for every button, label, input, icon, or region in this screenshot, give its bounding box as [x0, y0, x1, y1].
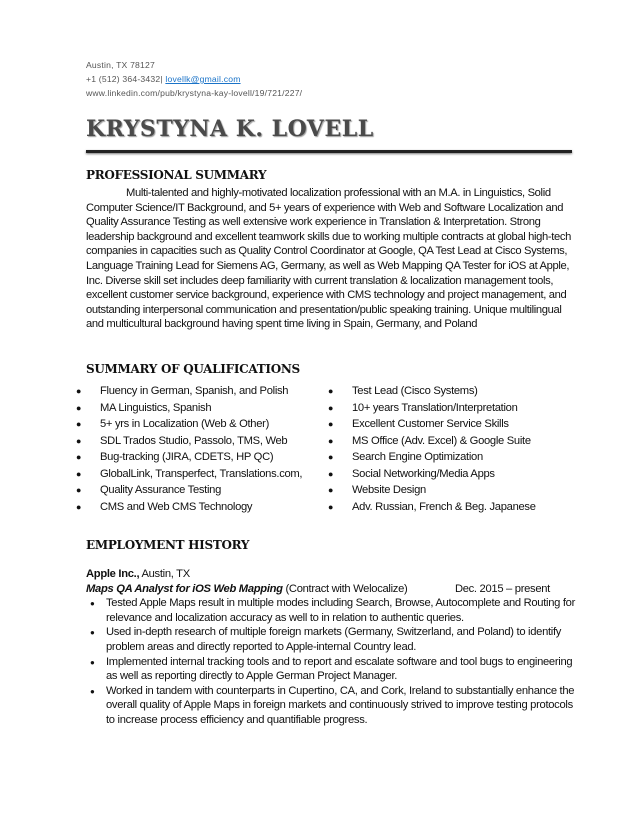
phone: +1 (512) 364-3432|	[86, 74, 163, 84]
list-item: ● Test Lead (Cisco Systems)	[328, 383, 536, 400]
list-item: ● SDL Trados Studio, Passolo, TMS, Web	[76, 433, 302, 450]
job-title: Maps QA Analyst for iOS Web Mapping	[86, 582, 283, 595]
address: Austin, TX 78127	[86, 60, 155, 70]
list-item: ● 5+ yrs in Localization (Web & Other)	[76, 416, 302, 433]
linkedin-url: www.linkedin.com/pub/krystyna-kay-lovell/19/721/227/	[86, 88, 303, 98]
role-title-group	[86, 582, 407, 597]
professional-summary-text: Multi-talented and highly-motivated localization professional with an M.A. in Linguistics, Solid Computer Science/IT Background, and 5+ years of experience with Web and Software Localization and Quality Assurance Testing as well extensive work experience in Translation & Interpretation. Strong leadership background and excellent teamwork skills due to working multiple contracts at global high-tech companies in capacities such as Quality Control Coordinator at Google, QA Test Lead at Cisco Systems, Language Training Lead for Siemens AG, Germany, as well as Web Mapping QA Tester for iOS at Apple, Inc. Diverse skill set includes deep familiarity with current translation & localization management tools, excellent customer service background, experience with CMS technology and project management, and outstanding interpersonal communication and presentation/public speaking training. Unique multilingual and multicultural background having spent time living in Spain, Germany, and Poland	[86, 187, 571, 331]
qualifications-list-right	[328, 383, 536, 515]
list-item: ● Social Networking/Media Apps	[328, 466, 536, 483]
contact-block	[86, 58, 302, 100]
list-item: ● Excellent Customer Service Skills	[328, 416, 536, 433]
role-line	[86, 582, 576, 597]
list-item: ● Bug-tracking (JIRA, CDETS, HP QC)	[76, 449, 302, 466]
list-item: ● Tested Apple Maps result in multiple modes including Search, Browse, Autocomplete and Routing for relevance and localization accuracy as well to in relation to authentic queries.	[86, 596, 576, 625]
header-divider	[86, 150, 572, 153]
candidate-name: KRYSTYNA K. LOVELL	[86, 116, 374, 142]
employer-line	[86, 567, 576, 582]
professional-summary-heading: PROFESSIONAL SUMMARY	[86, 168, 267, 182]
email-link[interactable]: lovellk@gmail.com	[165, 74, 241, 84]
job-dates: Dec. 2015 – present	[454, 582, 550, 595]
list-item: ● Implemented internal tracking tools and to report and escalate software and tool bugs to engineering as well as reporting directly to Apple German Project Manager.	[86, 655, 576, 684]
qualifications-list-left	[76, 383, 302, 515]
employment-history-heading: EMPLOYMENT HISTORY	[86, 538, 250, 552]
list-item: ● GlobalLink, Transperfect, Translations.com,	[76, 466, 302, 483]
job-entry	[86, 567, 576, 728]
company-location: Austin, TX	[139, 568, 190, 580]
list-item: ● MS Office (Adv. Excel) & Google Suite	[328, 433, 536, 450]
phone-email-line	[86, 72, 302, 86]
list-item: ● Website Design	[328, 482, 536, 499]
list-item: ● Worked in tandem with counterparts in Cupertino, CA, and Cork, Ireland to substantially enhance the overall quality of Apple Maps in foreign markets and continuously strived to improve testing protocols to increase process efficiency and quantifiable progress.	[86, 684, 576, 728]
list-item: ● MA Linguistics, Spanish	[76, 400, 302, 417]
list-item: ● Fluency in German, Spanish, and Polish	[76, 383, 302, 400]
company-name: Apple Inc.,	[86, 568, 140, 580]
list-item: ● Quality Assurance Testing	[76, 482, 302, 499]
contract-note: (Contract with Welocalize)	[282, 582, 408, 595]
list-item: ● Used in-depth research of multiple foreign markets (Germany, Switzerland, and Poland) to identify problem areas and directly reported to Apple-internal Country lead.	[86, 625, 576, 654]
list-item: ● Adv. Russian, French & Beg. Japanese	[328, 499, 536, 516]
list-item: ● Search Engine Optimization	[328, 449, 536, 466]
job-duties-list	[86, 596, 576, 727]
list-item: ● CMS and Web CMS Technology	[76, 499, 302, 516]
list-item: ● 10+ years Translation/Interpretation	[328, 400, 536, 417]
qualifications-heading: SUMMARY OF QUALIFICATIONS	[86, 362, 300, 376]
